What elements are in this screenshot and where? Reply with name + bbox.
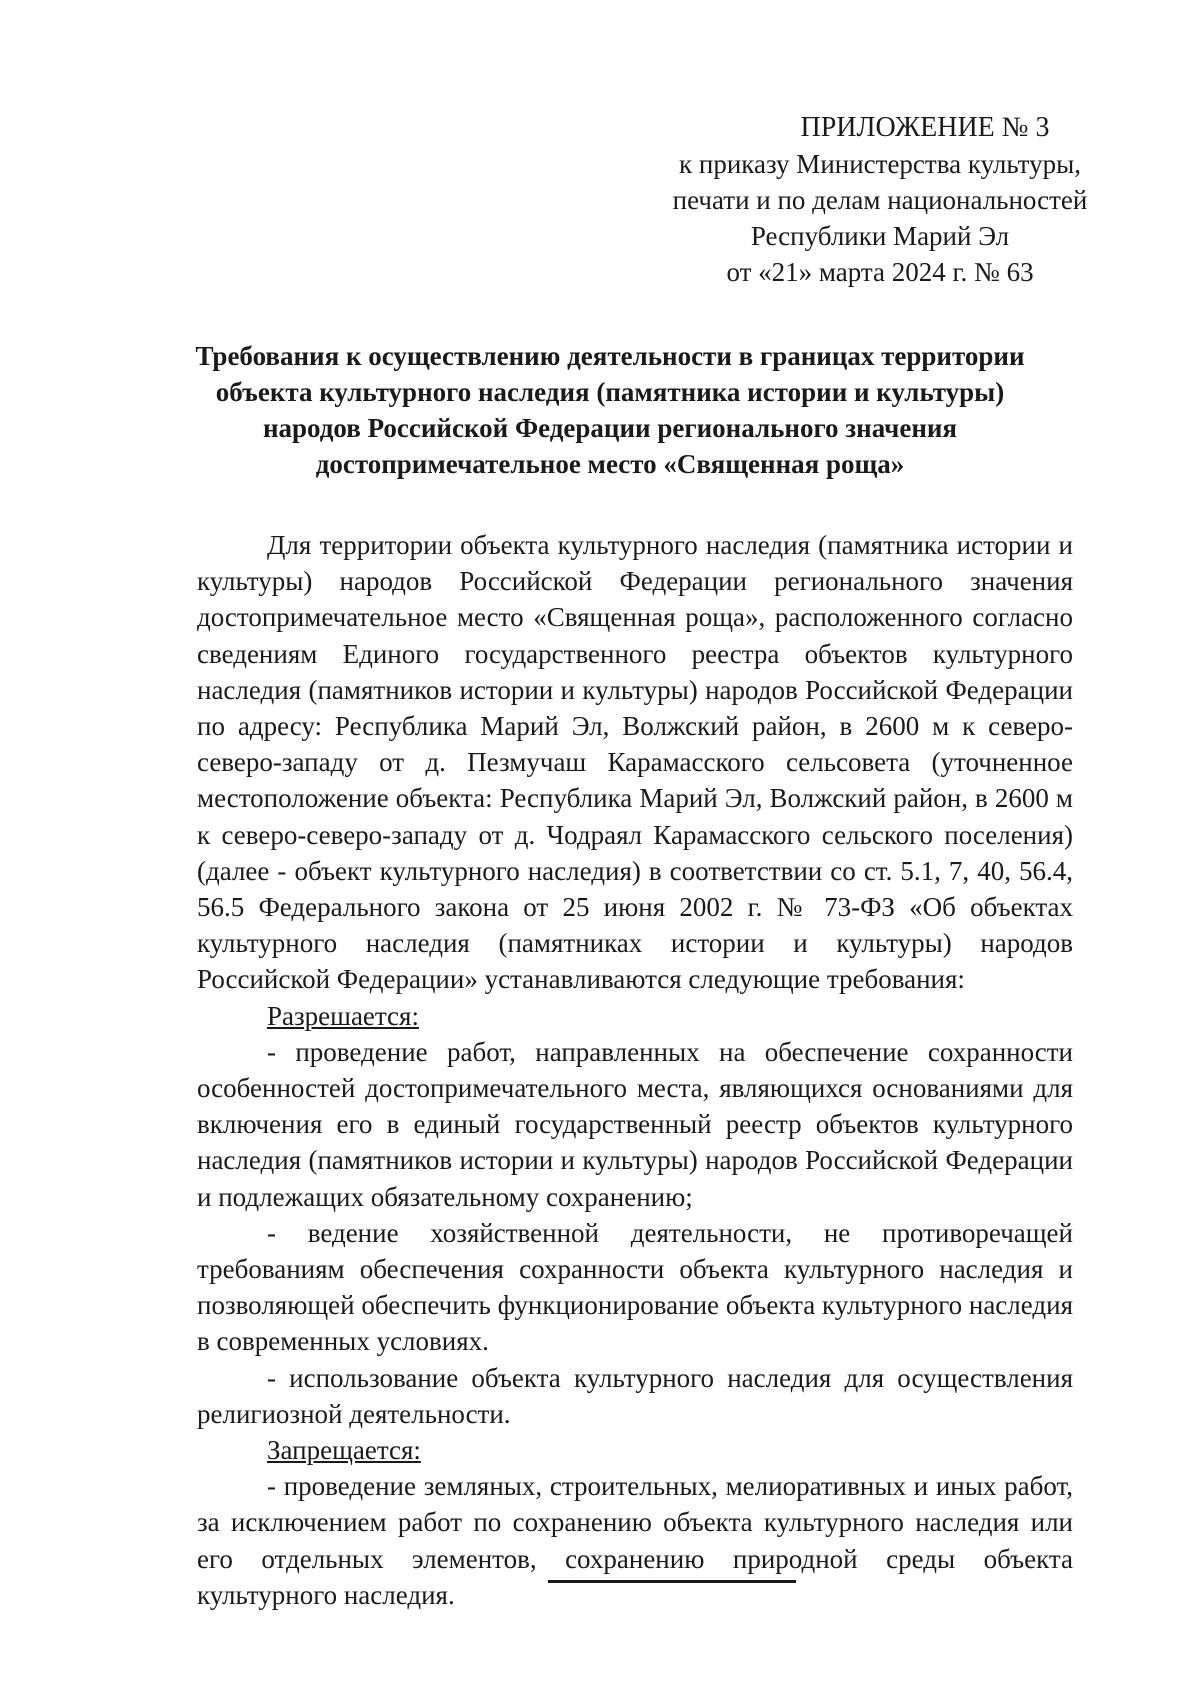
appendix-line: печати и по делам национальностей xyxy=(672,185,1088,215)
forbidden-heading xyxy=(197,1432,1073,1468)
closing-divider xyxy=(548,1580,796,1583)
allowed-item: - проведение работ, направленных на обеспечение сохранности особенностей достопримечательного места, являющихся основаниями для включения его в единый государственный реестр объектов культурного наследия (памятников истории и культуры) народов Российской Федерации и подлежащих обязательному сохранению; xyxy=(197,1036,1073,1212)
appendix-line: к приказу Министерства культуры, xyxy=(679,149,1081,179)
title-line: объекта культурного наследия (памятника истории и культуры) xyxy=(215,377,1005,407)
allowed-item: - использование объекта культурного наследия для осуществления религиозной деятельности. xyxy=(197,1362,1073,1429)
appendix-block xyxy=(640,110,1120,290)
document-title xyxy=(150,338,1070,482)
allowed-heading xyxy=(197,998,1073,1034)
forbidden-heading-text: Запрещается: xyxy=(267,1435,421,1466)
title-line: Требования к осуществлению деятельности в границах территории xyxy=(195,341,1025,371)
appendix-line: от «21» марта 2024 г. № 63 xyxy=(726,257,1034,287)
appendix-line: Республики Марий Эл xyxy=(750,221,1010,251)
document-body xyxy=(197,527,1073,1613)
appendix-title: ПРИЛОЖЕНИЕ № 3 xyxy=(800,112,1050,143)
allowed-heading-text: Разрешается: xyxy=(267,1000,419,1031)
allowed-item: - ведение хозяйственной деятельности, не противоречащей требованиям обеспечения сохранности объекта культурного наследия и позволяющей обеспечить функционирование объекта культурного наследия в современных условиях. xyxy=(197,1217,1073,1357)
title-line: достопримечательное место «Священная роща» xyxy=(315,449,905,479)
title-line: народов Российской Федерации регионального значения xyxy=(262,413,958,443)
intro-paragraph: Для территории объекта культурного наследия (памятника истории и культуры) народов Российской Федерации регионального значения достопримечательное место «Священная роща», расположенного согласно сведениям Единого государственного реестра объектов культурного наследия (памятников истории и культуры) народов Российской Федерации по адресу: Республика Марий Эл, Волжский район, в 2600 м к северо-северо-западу от д. Пезмучаш Карамасского сельсовета (уточненное местоположение объекта: Республика Марий Эл, Волжский район, в 2600 м к северо-северо-западу от д. Чодраял Карамасского сельского поселения) (далее - объект культурного наследия) в соответствии со ст. 5.1, 7, 40, 56.4, 56.5 Федерального закона от 25 июня 2002 г. № 73-ФЗ «Об объектах культурного наследия (памятниках истории и культуры) народов Российской Федерации» устанавливаются следующие требования: xyxy=(197,530,1073,995)
forbidden-item: - проведение земляных, строительных, мелиоративных и иных работ, за исключением работ по сохранению объекта культурного наследия или его отдельных элементов, сохранению природной среды объекта культурного наследия. xyxy=(197,1471,1073,1610)
